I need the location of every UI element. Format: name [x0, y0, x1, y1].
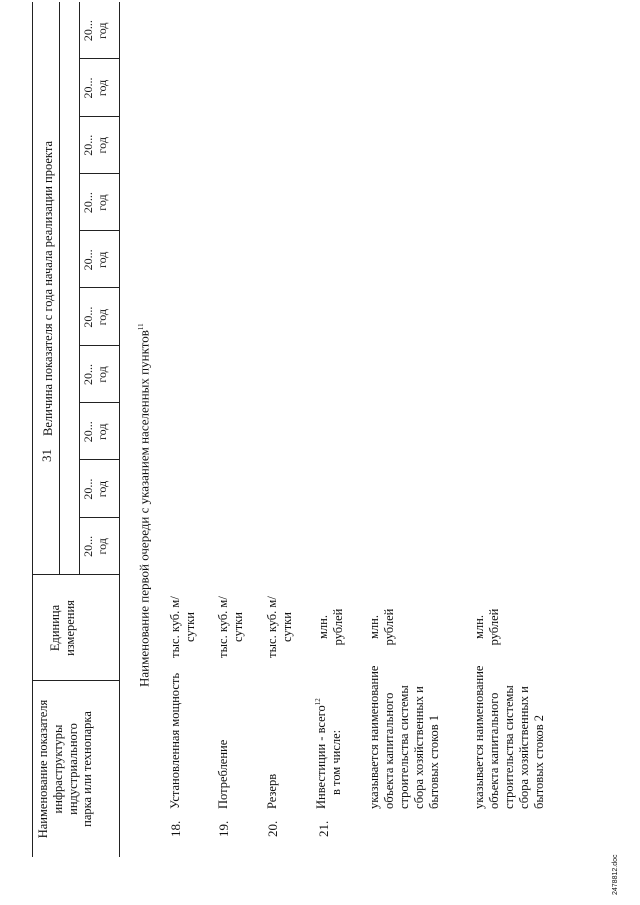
year-label: 20...	[81, 249, 95, 271]
row-21b-label-line-5: бытовых стоков 2	[532, 714, 546, 809]
year-label: 20...	[81, 192, 95, 214]
year-suffix: год	[95, 480, 110, 498]
row-18-label-line-1: Установленная мощность	[168, 672, 182, 809]
year-label: 20...	[81, 77, 95, 99]
year-header-cell	[81, 117, 110, 174]
row-21a-unit-line-2: рублей	[382, 608, 396, 646]
year-suffix: год	[95, 423, 110, 440]
year-suffix: год	[95, 251, 110, 269]
year-suffix: год	[95, 79, 110, 97]
row-21a-label	[367, 659, 442, 809]
year-row-divider	[79, 2, 80, 575]
row-21b-label	[472, 659, 547, 809]
header-unit-line-1: Единица	[48, 604, 62, 652]
year-label: 20...	[81, 421, 95, 443]
value-header-divider	[59, 2, 60, 575]
row-19-label	[216, 659, 231, 809]
file-name: 2478812.doc	[612, 854, 619, 895]
section-title-text: Наименование первой очереди с указанием населенных пунктов	[136, 330, 152, 687]
row-18-unit-line-2: сутки	[183, 612, 197, 642]
year-label: 20...	[81, 478, 95, 500]
row-21a-label-line-4: сбора хозяйственных и	[412, 686, 426, 809]
header-name-cell	[36, 681, 95, 857]
year-header-cell	[81, 2, 110, 59]
year-suffix: год	[95, 22, 110, 39]
year-suffix: год	[95, 366, 110, 383]
row-19-label-line-1: Потребление	[216, 739, 230, 809]
year-suffix: год	[95, 137, 110, 154]
row-21b-unit	[472, 575, 502, 679]
row-19-number: 19.	[216, 820, 231, 837]
row-21b-label-line-2: объекта капитального	[487, 692, 501, 809]
table-top-border	[32, 2, 33, 857]
year-header-cell	[81, 231, 110, 288]
year-header-cell	[81, 518, 110, 575]
row-20-unit-line-1: тыс. куб. м/	[265, 596, 279, 658]
header-unit-cell	[48, 575, 78, 681]
row-20-unit-line-2: сутки	[280, 612, 294, 642]
header-unit-line-2: измерения	[62, 600, 77, 656]
row-21b-label-line-3: строительства системы	[502, 685, 516, 809]
section-title	[137, 323, 152, 687]
row-21a-label-line-3: строительства системы	[397, 685, 411, 809]
row-21-unit-line-2: рублей	[331, 608, 345, 646]
row-19-unit	[216, 575, 246, 679]
year-suffix: год	[95, 194, 110, 211]
row-21a-unit	[367, 575, 397, 679]
row-21-number: 21.	[316, 820, 331, 837]
year-label: 20...	[81, 363, 95, 385]
row-19-unit-line-2: сутки	[231, 612, 245, 642]
row-18-number: 18.	[168, 820, 183, 837]
row-21-label-line-1: Инвестиции - всего	[314, 705, 329, 809]
row-20-unit	[265, 575, 295, 679]
header-value-cell: Величина показателя с года начала реализации проекта	[41, 141, 55, 436]
row-21b-label-line-1: указывается наименование	[472, 665, 486, 809]
row-21b-unit-line-2: рублей	[487, 608, 501, 646]
row-18-unit-line-1: тыс. куб. м/	[168, 596, 182, 658]
year-label: 20...	[81, 20, 95, 42]
section-footnote: 11	[137, 323, 145, 331]
year-label: 20...	[81, 134, 95, 156]
year-header-cell	[81, 174, 110, 231]
row-21-footnote: 12	[314, 698, 322, 706]
table-header-bottom-border	[119, 2, 120, 857]
row-21a-unit-line-1: млн.	[367, 615, 381, 639]
header-name-line-2: инфраструктуры индустриального	[50, 723, 80, 815]
year-label: 20...	[81, 535, 95, 557]
row-20-label	[265, 659, 280, 809]
row-21b-label-line-4: сбора хозяйственных и	[517, 686, 531, 809]
year-suffix: год	[95, 538, 110, 555]
row-20-label-line-1: Резерв	[265, 773, 279, 809]
row-21a-label-line-1: указывается наименование	[367, 665, 381, 809]
row-21a-label-line-2: объекта капитального	[382, 692, 396, 809]
year-suffix: год	[95, 308, 110, 326]
year-header-cell	[81, 59, 110, 116]
row-19-unit-line-1: тыс. куб. м/	[216, 596, 230, 658]
row-18-label	[168, 659, 183, 809]
row-21-unit	[316, 575, 346, 679]
row-21b-unit-line-1: млн.	[472, 615, 486, 639]
year-label: 20...	[81, 306, 95, 328]
row-21-label	[314, 659, 344, 809]
year-header-cell	[81, 289, 110, 346]
page-number: 31	[39, 449, 54, 462]
row-21-unit-line-1: млн.	[316, 615, 330, 639]
row-21a-label-line-5: бытовых стоков 1	[427, 714, 441, 809]
header-name-line-3: парка или технопарка	[80, 711, 95, 827]
header-name-line-1: Наименование показателя	[36, 699, 50, 839]
year-header-cell	[81, 403, 110, 460]
row-20-number: 20.	[265, 820, 280, 837]
year-header-cell	[81, 346, 110, 403]
row-18-unit	[168, 575, 198, 679]
year-header-cell	[81, 460, 110, 517]
row-21-label-line-2: в том числе:	[329, 729, 344, 795]
